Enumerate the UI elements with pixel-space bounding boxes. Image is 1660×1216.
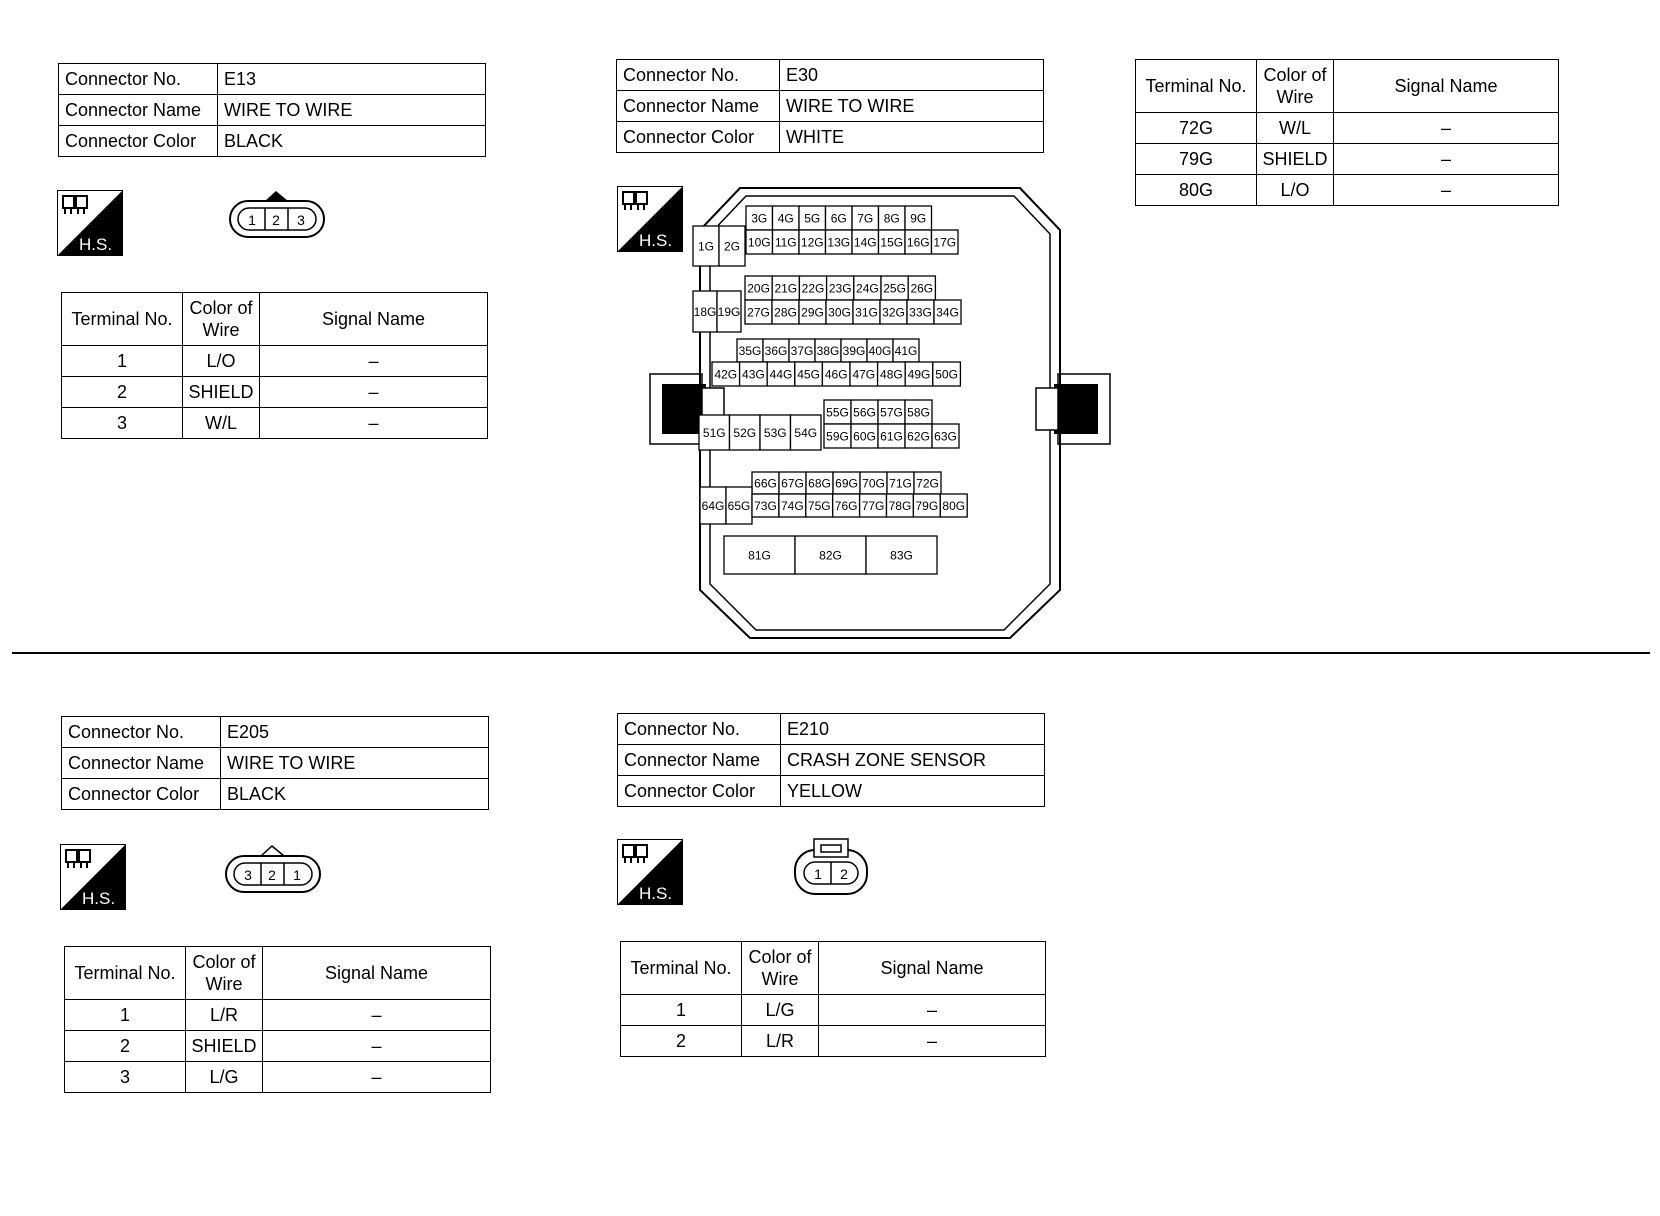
connector-name-value: WIRE TO WIRE bbox=[218, 95, 486, 126]
pin-label: 11G bbox=[774, 235, 797, 250]
pin-label: 1G bbox=[697, 239, 715, 254]
wire-color: SHIELD bbox=[183, 377, 260, 408]
label-connector-name: Connector Name bbox=[618, 745, 781, 776]
pin-label: 60G bbox=[853, 429, 876, 444]
header-terminal-no: Terminal No. bbox=[621, 942, 742, 995]
connector-name-value: WIRE TO WIRE bbox=[780, 91, 1044, 122]
header-signal-name: Signal Name bbox=[819, 942, 1046, 995]
header-color-of-wire bbox=[186, 947, 263, 1000]
terminal-table-e13 bbox=[61, 292, 488, 439]
pin-label: 30G bbox=[828, 305, 851, 320]
signal-name: – bbox=[1334, 144, 1559, 175]
terminal-table-e205 bbox=[64, 946, 491, 1093]
pin-label: 76G bbox=[834, 499, 858, 513]
pin-label: 33G bbox=[909, 305, 932, 320]
pin-label: 65G bbox=[727, 499, 751, 513]
header-color-of-wire bbox=[1257, 60, 1334, 113]
wire-color: W/L bbox=[183, 408, 260, 439]
connector-info-e13 bbox=[58, 63, 486, 157]
header-wire: Wire bbox=[1276, 87, 1314, 107]
pin-label: 27G bbox=[747, 305, 770, 320]
pin-label: 74G bbox=[781, 499, 804, 513]
pin-label: 8G bbox=[883, 211, 900, 226]
harness-side-icon bbox=[57, 190, 123, 256]
pin-label: 10G bbox=[747, 235, 771, 250]
hs-label: H.S. bbox=[82, 889, 116, 908]
pin-label: 38G bbox=[816, 344, 840, 358]
terminal-table-e210 bbox=[620, 941, 1046, 1057]
wire-color: L/R bbox=[186, 1000, 263, 1031]
signal-name: – bbox=[263, 1062, 491, 1093]
header-terminal-no: Terminal No. bbox=[65, 947, 186, 1000]
signal-name: – bbox=[260, 346, 488, 377]
connector-face-e210 bbox=[792, 836, 872, 898]
terminal-no: 1 bbox=[621, 995, 742, 1026]
connector-color-value: BLACK bbox=[221, 779, 489, 810]
pin-2: 2 bbox=[268, 867, 276, 883]
pin-label: 75G bbox=[807, 499, 831, 513]
pin-label: 35G bbox=[738, 344, 762, 358]
pin-label: 79G bbox=[915, 499, 939, 513]
pin-label: 19G bbox=[717, 305, 741, 319]
connector-color-value: BLACK bbox=[218, 126, 486, 157]
pin-label: 42G bbox=[714, 367, 738, 382]
pin-label: 72G bbox=[916, 476, 939, 491]
label-connector-no: Connector No. bbox=[617, 60, 780, 91]
pin-label: 34G bbox=[936, 305, 959, 320]
terminal-no: 2 bbox=[62, 377, 183, 408]
table-row bbox=[65, 1000, 491, 1031]
pin-2: 2 bbox=[840, 866, 848, 882]
wire-color: SHIELD bbox=[186, 1031, 263, 1062]
table-row bbox=[62, 408, 488, 439]
signal-name: – bbox=[260, 408, 488, 439]
pin-label: 45G bbox=[797, 367, 820, 382]
pin-label: 15G bbox=[880, 235, 904, 250]
pin-label: 62G bbox=[907, 429, 930, 444]
pin-label: 5G bbox=[804, 211, 821, 226]
harness-side-icon bbox=[617, 839, 683, 905]
pin-label: 40G bbox=[868, 344, 892, 358]
section-divider bbox=[12, 652, 1650, 654]
pin-label: 73G bbox=[754, 499, 777, 513]
pin-label: 66G bbox=[754, 476, 777, 491]
table-row bbox=[1136, 175, 1559, 206]
pin-label: 54G bbox=[794, 426, 818, 440]
pin-label: 46G bbox=[824, 367, 848, 382]
pin-1: 1 bbox=[293, 867, 301, 883]
connector-no-value: E205 bbox=[221, 717, 489, 748]
harness-side-icon bbox=[60, 844, 126, 910]
pin-3: 3 bbox=[297, 212, 305, 228]
hs-label: H.S. bbox=[79, 235, 113, 254]
signal-name: – bbox=[263, 1031, 491, 1062]
label-connector-no: Connector No. bbox=[618, 714, 781, 745]
pin-label: 81G bbox=[748, 548, 771, 563]
pin-label: 67G bbox=[781, 476, 804, 491]
header-wire: Wire bbox=[205, 974, 243, 994]
terminal-table-e30 bbox=[1135, 59, 1559, 206]
header-color-of-wire bbox=[742, 942, 819, 995]
pin-label: 14G bbox=[853, 235, 877, 250]
connector-face-e205 bbox=[224, 843, 324, 895]
terminal-no: 2 bbox=[65, 1031, 186, 1062]
header-wire: Wire bbox=[202, 320, 240, 340]
label-connector-name: Connector Name bbox=[59, 95, 218, 126]
label-connector-color: Connector Color bbox=[617, 122, 780, 153]
terminal-no: 3 bbox=[62, 408, 183, 439]
connector-name-value: WIRE TO WIRE bbox=[221, 748, 489, 779]
pin-label: 47G bbox=[852, 367, 876, 382]
pin-label: 21G bbox=[774, 281, 798, 296]
pin-label: 4G bbox=[777, 211, 794, 226]
connector-color-value: WHITE bbox=[780, 122, 1044, 153]
header-color-of: Color of bbox=[1263, 65, 1327, 85]
table-row bbox=[1136, 113, 1559, 144]
pin-label: 55G bbox=[826, 405, 849, 420]
pin-label: 36G bbox=[764, 344, 788, 358]
header-terminal-no: Terminal No. bbox=[62, 293, 183, 346]
terminal-no: 3 bbox=[65, 1062, 186, 1093]
pin-label: 28G bbox=[774, 305, 797, 320]
terminal-no: 1 bbox=[65, 1000, 186, 1031]
label-connector-color: Connector Color bbox=[59, 126, 218, 157]
pin-label: 7G bbox=[857, 211, 874, 226]
header-color-of: Color of bbox=[189, 298, 253, 318]
pin-label: 59G bbox=[826, 429, 849, 444]
signal-name: – bbox=[819, 1026, 1046, 1057]
header-color-of: Color of bbox=[748, 947, 812, 967]
pin-label: 82G bbox=[819, 548, 842, 563]
table-row bbox=[65, 1031, 491, 1062]
table-row bbox=[621, 1026, 1046, 1057]
pin-label: 61G bbox=[880, 429, 903, 444]
pin-label: 83G bbox=[890, 548, 913, 563]
wire-color: L/R bbox=[742, 1026, 819, 1057]
pin-label: 25G bbox=[883, 281, 906, 296]
pin-label: 51G bbox=[702, 426, 726, 440]
pin-label: 29G bbox=[801, 305, 824, 320]
pin-label: 43G bbox=[742, 367, 765, 382]
label-connector-color: Connector Color bbox=[618, 776, 781, 807]
table-row bbox=[65, 1062, 491, 1093]
pin-label: 78G bbox=[888, 499, 912, 513]
pin-label: 3G bbox=[751, 211, 768, 226]
signal-name: – bbox=[1334, 113, 1559, 144]
connector-info-e210 bbox=[617, 713, 1045, 807]
pin-label: 50G bbox=[935, 367, 958, 382]
header-terminal-no: Terminal No. bbox=[1136, 60, 1257, 113]
terminal-no: 80G bbox=[1136, 175, 1257, 206]
header-wire: Wire bbox=[761, 969, 799, 989]
pin-label: 20G bbox=[747, 281, 770, 296]
pin-label: 31G bbox=[855, 305, 878, 320]
label-connector-color: Connector Color bbox=[62, 779, 221, 810]
table-row bbox=[62, 377, 488, 408]
pin-3: 3 bbox=[244, 867, 252, 883]
pin-label: 39G bbox=[842, 344, 866, 358]
wire-color: L/G bbox=[742, 995, 819, 1026]
label-connector-name: Connector Name bbox=[62, 748, 221, 779]
pin-label: 80G bbox=[942, 499, 966, 513]
pin-label: 16G bbox=[906, 235, 930, 250]
pin-label: 53G bbox=[763, 426, 787, 440]
pin-2: 2 bbox=[272, 212, 280, 228]
table-row bbox=[621, 995, 1046, 1026]
wire-color: L/O bbox=[1257, 175, 1334, 206]
terminal-no: 72G bbox=[1136, 113, 1257, 144]
terminal-no: 79G bbox=[1136, 144, 1257, 175]
connector-no-value: E30 bbox=[780, 60, 1044, 91]
wire-color: L/O bbox=[183, 346, 260, 377]
connector-face-e30 bbox=[640, 180, 1120, 640]
pin-label: 37G bbox=[790, 344, 814, 358]
hs-label: H.S. bbox=[639, 231, 673, 250]
connector-no-value: E13 bbox=[218, 64, 486, 95]
connector-info-e30 bbox=[616, 59, 1044, 153]
wire-color: SHIELD bbox=[1257, 144, 1334, 175]
pin-label: 24G bbox=[856, 281, 879, 296]
label-connector-name: Connector Name bbox=[617, 91, 780, 122]
connector-no-value: E210 bbox=[781, 714, 1045, 745]
label-connector-no: Connector No. bbox=[59, 64, 218, 95]
pin-label: 68G bbox=[808, 476, 831, 491]
pin-label: 41G bbox=[894, 344, 918, 358]
connector-info-e205 bbox=[61, 716, 489, 810]
pin-label: 17G bbox=[933, 235, 957, 250]
header-color-of: Color of bbox=[192, 952, 256, 972]
pin-label: 77G bbox=[861, 499, 885, 513]
header-signal-name: Signal Name bbox=[1334, 60, 1559, 113]
pin-label: 13G bbox=[827, 235, 851, 250]
pin-label: 71G bbox=[889, 476, 912, 491]
terminal-no: 1 bbox=[62, 346, 183, 377]
pin-label: 52G bbox=[733, 426, 757, 440]
pin-label: 26G bbox=[910, 281, 934, 296]
pin-label: 70G bbox=[862, 476, 885, 491]
pin-label: 44G bbox=[769, 367, 793, 382]
connector-name-value: CRASH ZONE SENSOR bbox=[781, 745, 1045, 776]
pin-1: 1 bbox=[248, 212, 256, 228]
signal-name: – bbox=[263, 1000, 491, 1031]
pin-label: 18G bbox=[693, 305, 717, 319]
connector-face-e13 bbox=[228, 188, 328, 240]
hs-label: H.S. bbox=[639, 884, 673, 903]
pin-label: 69G bbox=[835, 476, 858, 491]
wire-color: W/L bbox=[1257, 113, 1334, 144]
pin-label: 2G bbox=[723, 239, 741, 254]
header-signal-name: Signal Name bbox=[260, 293, 488, 346]
pin-label: 63G bbox=[934, 429, 957, 444]
signal-name: – bbox=[1334, 175, 1559, 206]
pin-label: 22G bbox=[801, 281, 825, 296]
pin-label: 48G bbox=[880, 367, 903, 382]
signal-name: – bbox=[819, 995, 1046, 1026]
pin-label: 12G bbox=[800, 235, 824, 250]
terminal-no: 2 bbox=[621, 1026, 742, 1057]
pin-label: 64G bbox=[701, 499, 725, 513]
pin-label: 49G bbox=[907, 367, 931, 382]
header-signal-name: Signal Name bbox=[263, 947, 491, 1000]
pin-label: 9G bbox=[910, 211, 927, 226]
pin-label: 57G bbox=[880, 405, 903, 420]
pin-label: 58G bbox=[907, 405, 930, 420]
pin-label: 6G bbox=[830, 211, 847, 226]
wire-color: L/G bbox=[186, 1062, 263, 1093]
pin-label: 56G bbox=[853, 405, 876, 420]
header-color-of-wire bbox=[183, 293, 260, 346]
table-row bbox=[62, 346, 488, 377]
label-connector-no: Connector No. bbox=[62, 717, 221, 748]
connector-color-value: YELLOW bbox=[781, 776, 1045, 807]
table-row bbox=[1136, 144, 1559, 175]
pin-label: 23G bbox=[828, 281, 852, 296]
signal-name: – bbox=[260, 377, 488, 408]
pin-label: 32G bbox=[882, 305, 905, 320]
pin-1: 1 bbox=[814, 866, 822, 882]
